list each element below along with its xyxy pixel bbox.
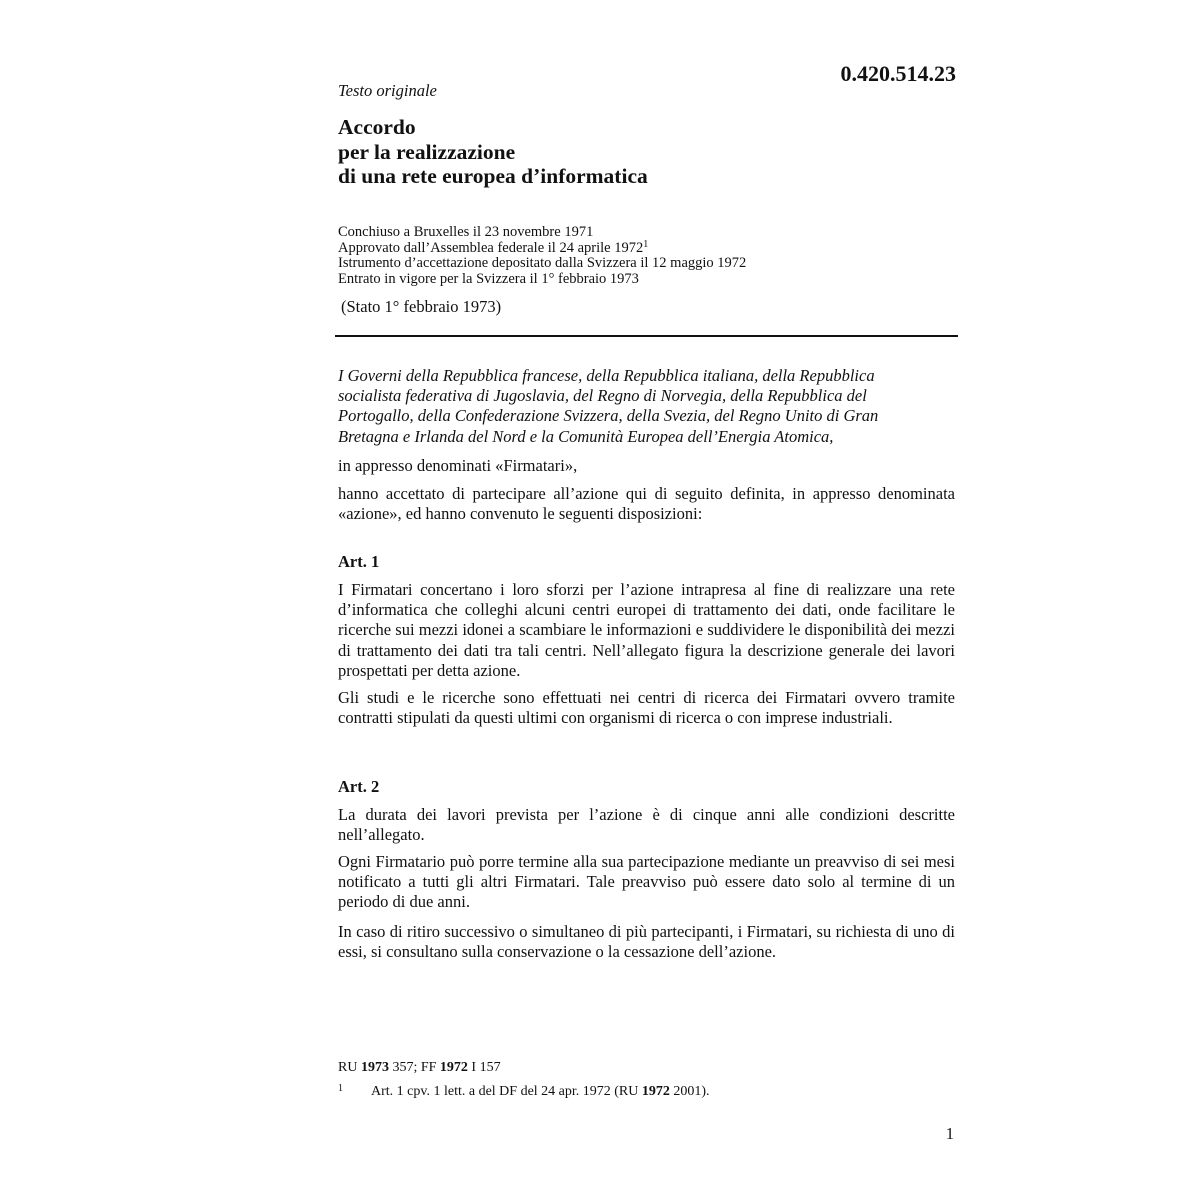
page-number: 1 — [945, 1124, 954, 1143]
title-line: di una rete europea d’informatica — [338, 164, 648, 188]
document-number: 0.420.514.23 — [840, 61, 956, 86]
preamble-accepted: hanno accettato di partecipare all’azione qui di seguito definita, in appresso denominata «azione», ed hanno convenuto le seguenti disposizioni: — [338, 484, 955, 524]
article-2-paragraph-2: Ogni Firmatario può porre termine alla sua partecipazione mediante un preavviso di sei mesi notificato a tutti gli altri Firmatari. Tale preavviso può essere dato solo al termine di un periodo di due anni. — [338, 852, 955, 912]
preamble-line: Portogallo, della Confederazione Svizzera, della Svezia, del Regno Unito di Gran — [338, 406, 879, 426]
footnote-1: 1 Art. 1 cpv. 1 lett. a del DF del 24 apr. 1972 (RU 1972 2001). — [338, 1083, 710, 1099]
original-text-label: Testo originale — [338, 81, 437, 100]
article-1-paragraph-1: I Firmatari concertano i loro sforzi per l’azione intrapresa al fine di realizzare una rete d’informatica che colleghi alcuni centri europei di trattamento dei dati, onde facilitare le ricerche sui mezzi idonei a scambiare le informazioni e suddividere le disponibilità dei mezzi di trattamento dei dati tra tali centri. Nell’allegato figura la descrizione generale dei lavori prospettati per detta azione. — [338, 580, 955, 680]
concluded-line: Conchiuso a Bruxelles il 23 novembre 1971 — [338, 224, 594, 240]
header-divider — [335, 335, 958, 337]
in-force-line: Entrato in vigore per la Svizzera il 1° febbraio 1973 — [338, 270, 639, 287]
article-1-paragraph-2: Gli studi e le ricerche sono effettuati nei centri di ricerca dei Firmatari ovvero tramite contratti stipulati da questi ultimi con organismi di ricerca o con imprese industriali. — [338, 688, 955, 728]
preamble-line: socialista federativa di Jugoslavia, del Regno di Norvegia, della Repubblica del — [338, 386, 867, 406]
article-2-paragraph-1: La durata dei lavori prevista per l’azione è di cinque anni alle condizioni descritte nell’allegato. — [338, 805, 955, 845]
article-2-paragraph-3: In caso di ritiro successivo o simultaneo di più partecipanti, i Firmatari, su richiesta di uno di essi, si consultano sulla conservazione o la cessazione dell’azione. — [338, 922, 955, 962]
article-1-heading: Art. 1 — [338, 552, 380, 571]
preamble-line: I Governi della Repubblica francese, della Repubblica italiana, della Repubblica — [338, 366, 875, 385]
publication-reference: RU 1973 357; FF 1972 I 157 — [338, 1060, 501, 1075]
approved-line — [338, 238, 746, 257]
instrument-line: Istrumento d’accettazione depositato dalla Svizzera il 12 maggio 1972 — [338, 255, 747, 272]
preamble-denominated: in appresso denominati «Firmatari», — [338, 456, 578, 475]
footnote-reference[interactable]: 1 — [643, 238, 649, 250]
document-metadata — [338, 225, 746, 287]
preamble-governments — [338, 366, 955, 447]
article-2-heading: Art. 2 — [338, 777, 380, 796]
document-title — [338, 115, 648, 189]
title-line: Accordo — [338, 115, 416, 139]
footnote-mark: 1 — [338, 1083, 343, 1094]
title-line: per la realizzazione — [338, 139, 516, 164]
approved-text: Approvato dall’Assemblea federale il 24 aprile 1972 — [338, 239, 644, 256]
preamble-line: Bretagna e Irlanda del Nord e la Comunità Europea dell’Energia Atomica, — [338, 426, 834, 446]
status-line: (Stato 1° febbraio 1973) — [341, 297, 502, 316]
